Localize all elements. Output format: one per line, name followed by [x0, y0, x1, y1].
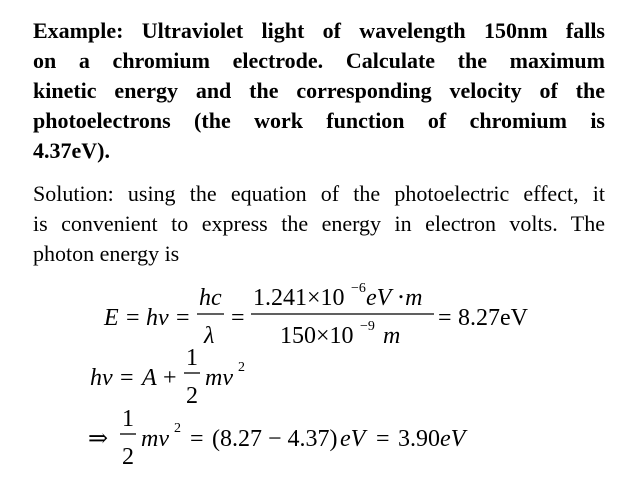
equation-photon-energy: [103, 281, 529, 349]
implies-arrow-icon: ⇒: [88, 426, 109, 452]
eq1-denominator-coef: 150×10: [280, 323, 354, 349]
eq1-numerator-coef: 1.241×10: [253, 285, 345, 311]
eq3-mv: mv: [141, 426, 169, 452]
solution-line: photon energy is: [33, 241, 180, 266]
eq2-nu: ν: [102, 365, 113, 391]
problem-line: kinetic energy and the corresponding velocity of the: [33, 78, 605, 103]
eq3-square: 2: [174, 421, 181, 436]
eq3-difference: (8.27 − 4.37): [212, 426, 338, 452]
eq2-mv: mv: [205, 365, 233, 391]
eq1-lambda: λ: [204, 323, 215, 349]
eq3-half-numerator: 1: [122, 406, 134, 432]
eq2-equals: =: [120, 365, 134, 391]
eq3-equals: =: [190, 426, 204, 452]
eq2-A: A: [142, 365, 157, 391]
eq2-h: h: [90, 365, 102, 391]
eq3-half-denominator: 2: [122, 444, 134, 470]
eq2-plus: +: [163, 365, 177, 391]
equation-photoelectric: [90, 345, 245, 409]
eq1-hc: hc: [199, 285, 222, 311]
eq1-equals-2: =: [176, 305, 190, 331]
eq1-result: 8.27eV: [458, 305, 528, 331]
solution-line: is convenient to express the energy in electron volts. The: [33, 211, 605, 236]
problem-line: 4.37eV).: [33, 138, 110, 163]
equation-kinetic-energy: [88, 406, 468, 470]
problem-line: photoelectrons (the work function of chromium is: [33, 108, 605, 133]
eq1-numerator-unit: eV ⋅m: [366, 285, 423, 311]
eq1-E: E: [104, 305, 119, 331]
eq3-unit: eV: [340, 426, 366, 452]
eq1-equals-3: =: [231, 305, 245, 331]
eq1-h: h: [146, 305, 158, 331]
eq2-half-denominator: 2: [186, 383, 198, 409]
problem-line: Example: Ultraviolet light of wavelength 150nm falls: [33, 18, 605, 43]
solution-line: Solution: using the equation of the photoelectric effect, it: [33, 181, 605, 206]
eq1-equals: =: [126, 305, 140, 331]
eq1-nu: ν: [158, 305, 169, 331]
eq3-equals-2: =: [376, 426, 390, 452]
eq3-result-unit: eV: [440, 426, 466, 452]
eq1-numerator-exp: −6: [351, 281, 366, 296]
eq1-denominator-exp: −9: [360, 319, 375, 334]
eq2-square: 2: [238, 360, 245, 375]
problem-line: on a chromium electrode. Calculate the maximum: [33, 48, 605, 73]
eq1-equals-4: =: [438, 305, 452, 331]
eq3-result: 3.90: [398, 426, 440, 452]
eq1-denominator-unit: m: [383, 323, 401, 349]
eq2-half-numerator: 1: [186, 345, 198, 371]
